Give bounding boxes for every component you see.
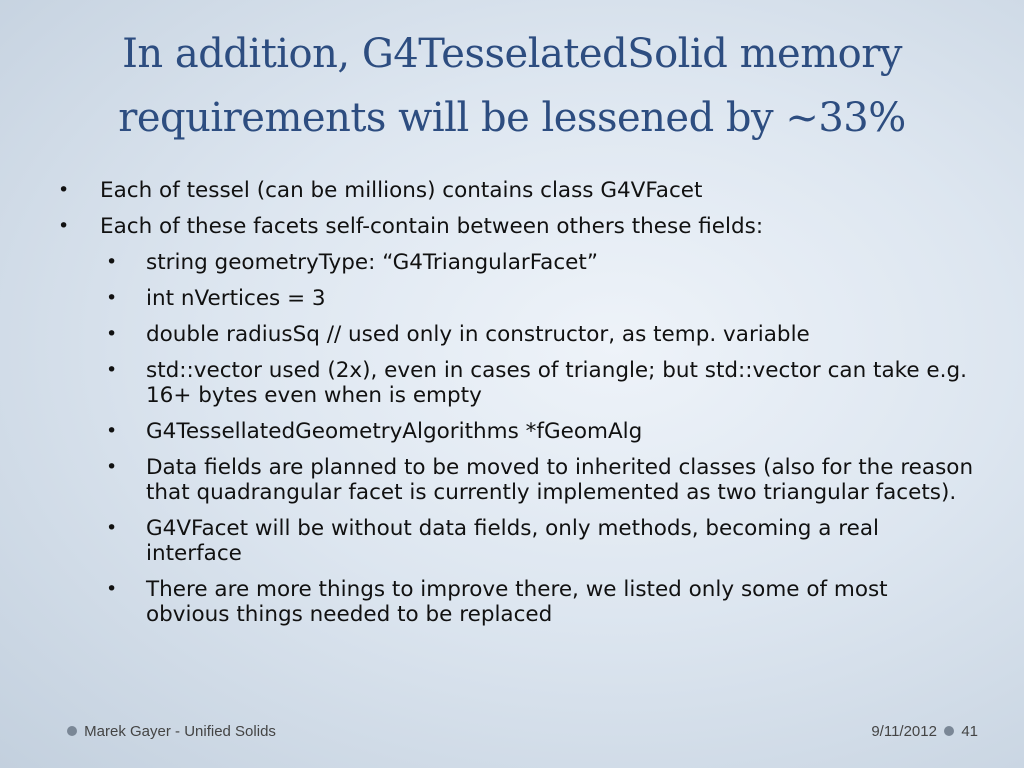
footer-dot-icon [67, 726, 77, 736]
bullet-text: G4TessellatedGeometryAlgorithms *fGeomAlg [146, 419, 643, 444]
bullet-text: std::vector used (2x), even in cases of triangle; but std::vector can take e.g. 16+ bytes even when is empty [146, 358, 967, 408]
footer-date: 9/11/2012 [871, 723, 937, 740]
bullet-text: There are more things to improve there, we listed only some of most obvious things needed to be replaced [146, 577, 888, 627]
sub-bullet-item [0, 358, 1024, 408]
bullet-text: G4VFacet will be without data fields, only methods, becoming a real interface [146, 516, 879, 566]
bullet-icon: • [106, 517, 118, 539]
bullet-text: Data fields are planned to be moved to inherited classes (also for the reason that quadrangular facet is currently implemented as two triangular facets). [146, 455, 974, 505]
sub-bullet-item [0, 455, 1024, 505]
sub-bullet-item [0, 322, 1024, 347]
slide-title-line-1: In addition, G4TesselatedSolid memory [122, 31, 902, 77]
bullet-icon: • [106, 287, 118, 309]
bullet-text: double radiusSq // used only in constructor, as temp. variable [146, 322, 810, 347]
sub-bullet-item [0, 577, 1024, 627]
slide-title [20, 22, 1004, 150]
bullet-icon: • [106, 578, 118, 600]
footer-author [64, 722, 276, 742]
footer-dot-icon [944, 726, 954, 736]
bullet-icon: • [106, 456, 118, 478]
footer-author-text: Marek Gayer - Unified Solids [84, 723, 276, 740]
bullet-text: string geometryType: “G4TriangularFacet” [146, 250, 598, 275]
bullet-icon: • [106, 420, 118, 442]
slide-title-line-2: requirements will be lessened by ~33% [118, 95, 906, 141]
bullet-icon: • [106, 359, 118, 381]
sub-bullet-item [0, 250, 1024, 275]
sub-bullet-item [0, 419, 1024, 444]
bullet-icon: • [106, 251, 118, 273]
bullet-icon: • [106, 323, 118, 345]
bullet-icon: • [58, 215, 70, 237]
bullet-text: int nVertices = 3 [146, 286, 326, 311]
bullet-item [0, 214, 1024, 239]
bullet-item [0, 178, 1024, 203]
bullet-list [0, 178, 1024, 638]
sub-bullet-item [0, 286, 1024, 311]
page-number: 41 [961, 723, 978, 740]
footer-date-page [871, 722, 978, 742]
bullet-text: Each of these facets self-contain between others these fields: [100, 214, 764, 239]
bullet-text: Each of tessel (can be millions) contains class G4VFacet [100, 178, 703, 203]
bullet-icon: • [58, 179, 70, 201]
sub-bullet-item [0, 516, 1024, 566]
